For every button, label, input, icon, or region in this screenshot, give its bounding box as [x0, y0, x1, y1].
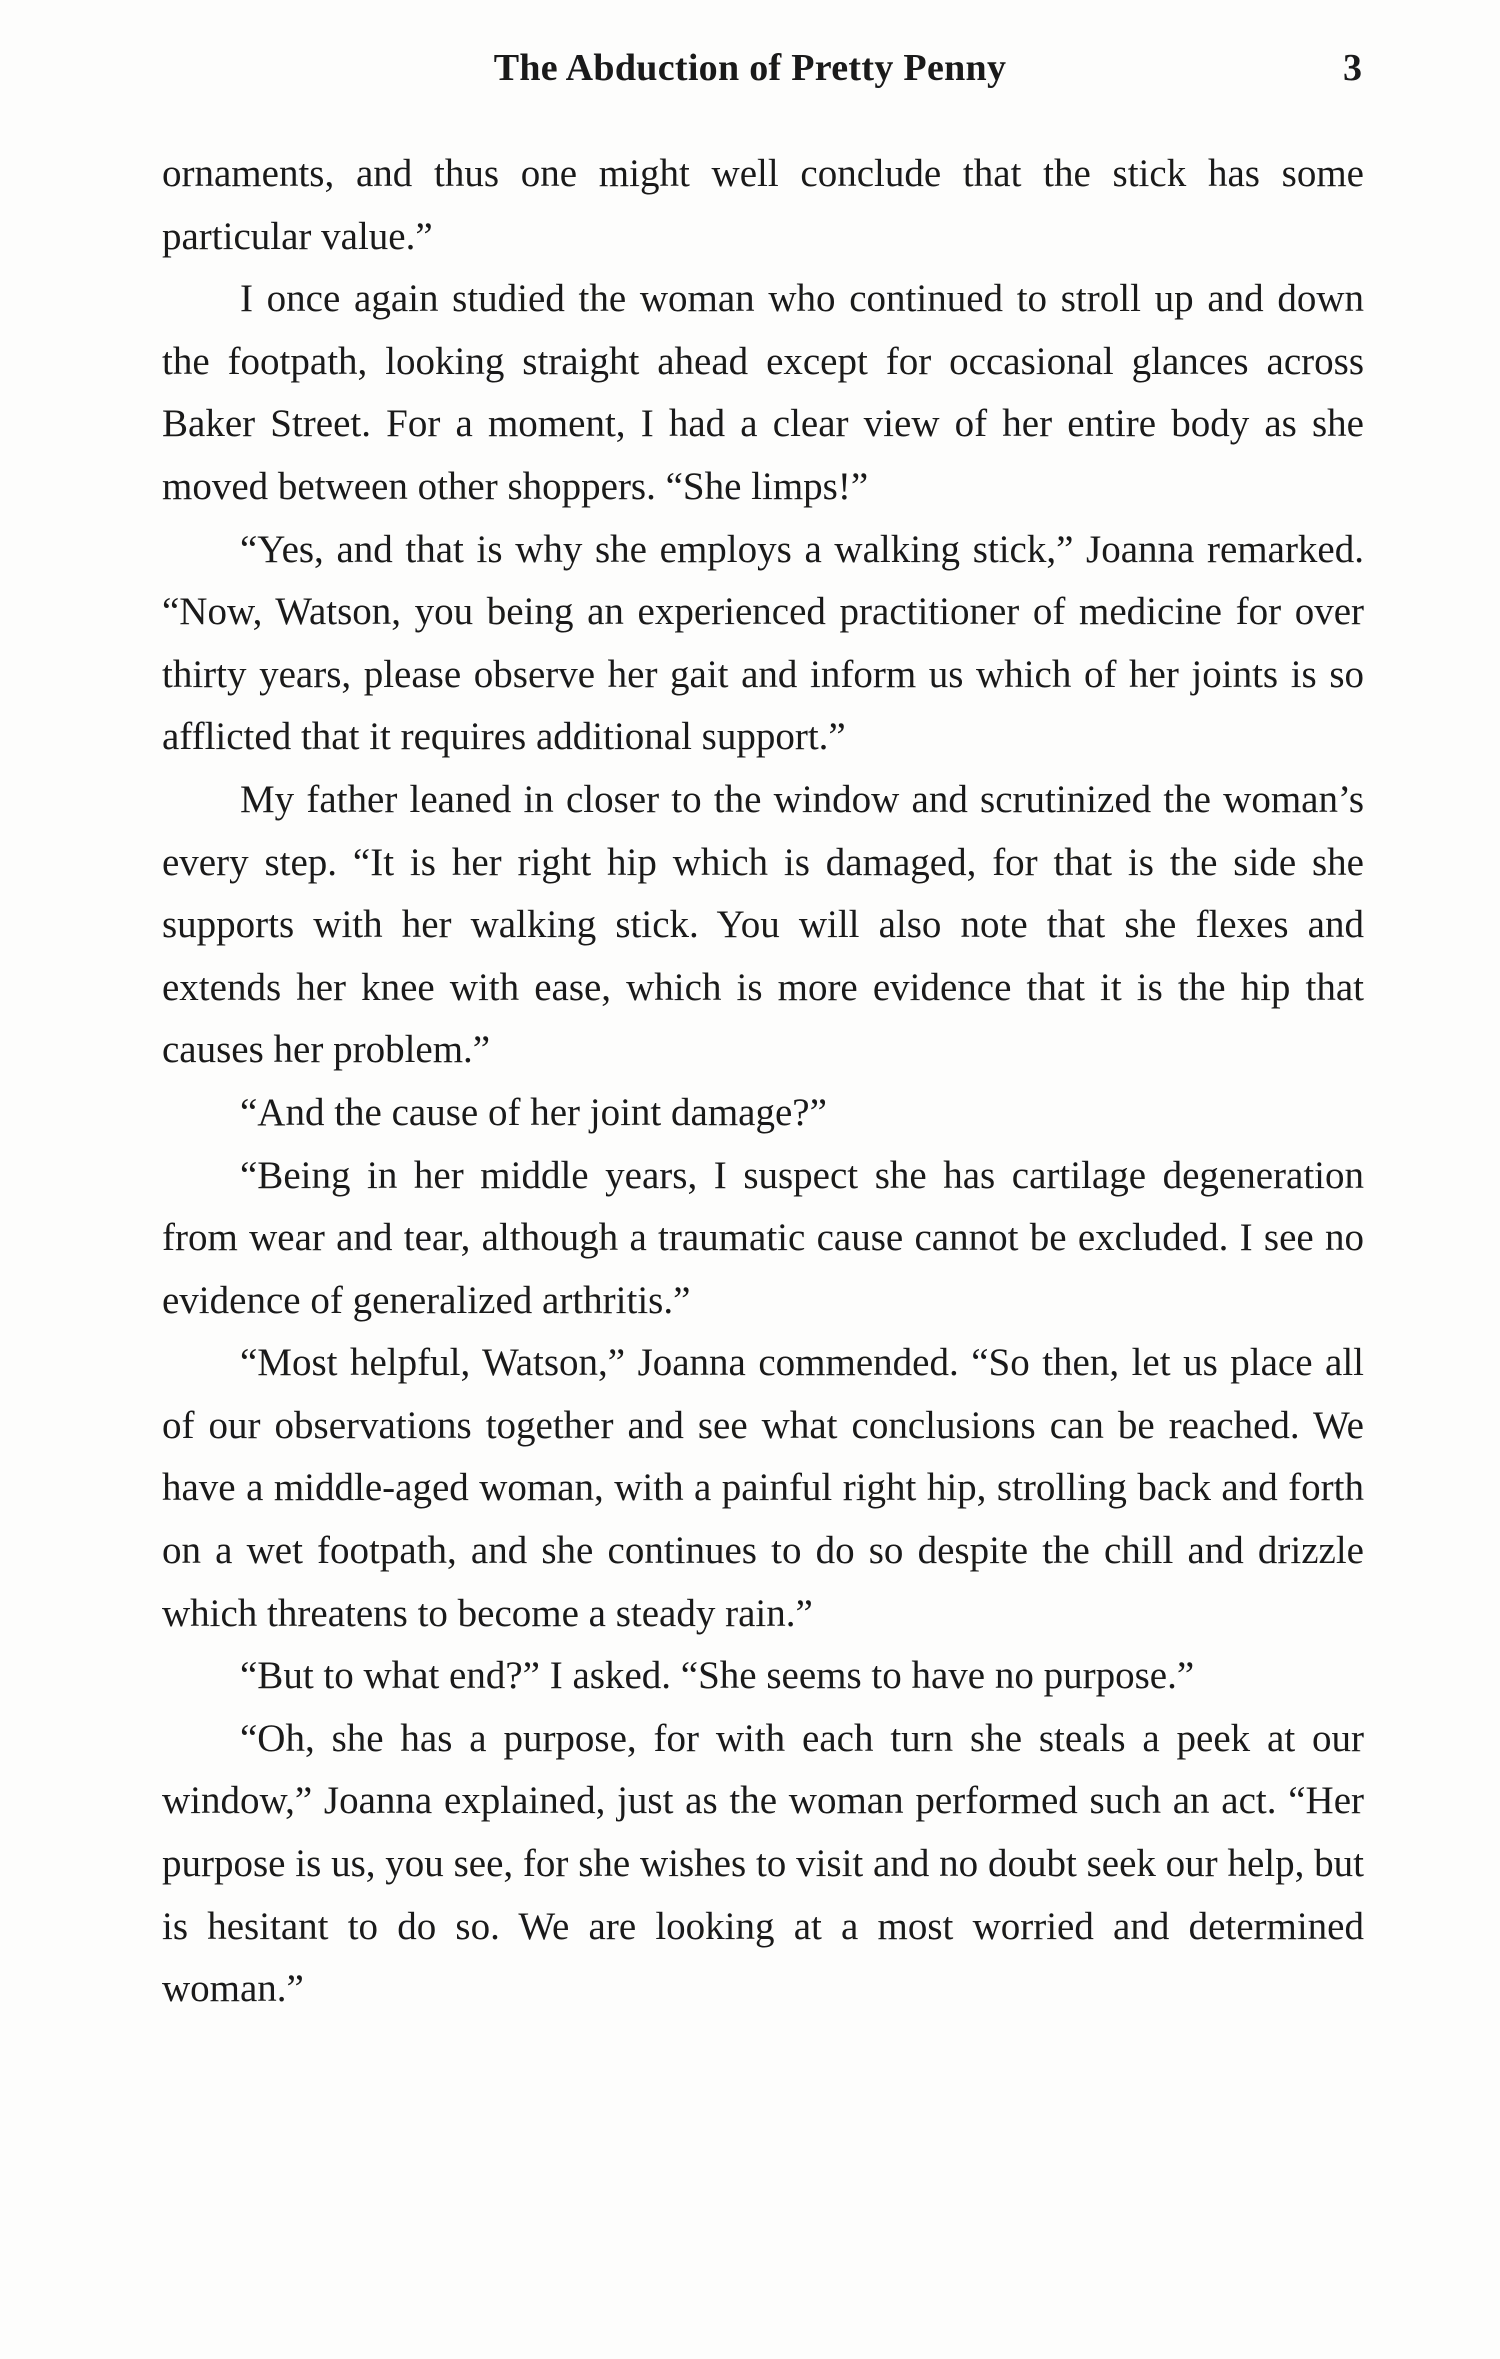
page-number: 3 — [1343, 47, 1362, 89]
paragraph-6: “Being in her middle years, I suspect she has cartilage degeneration from wear and tear, although a traumatic cause cannot be excluded. I see no evidence of generalized arthritis.” — [162, 1153, 1364, 1322]
paragraph-9: “Oh, she has a purpose, for with each turn she steals a peek at our window,” Joanna explained, just as the woman performed such an act. “Her purpose is us, you see, for she wishes to visit and no doubt seek our help, but is hesitant to do so. We are looking at a most worried and determined woman.” — [162, 1716, 1364, 2011]
running-title: The Abduction of Pretty Penny — [493, 47, 1007, 89]
paragraph-8: “But to what end?” I asked. “She seems to have no purpose.” — [240, 1654, 1195, 1698]
paragraph-2: I once again studied the woman who continued to stroll up and down the footpath, looking straight ahead except for occasional glances across Baker Street. For a moment, I had a clear view of her entire body as she moved between other shoppers. “She limps!” — [162, 277, 1364, 508]
paragraph-3: “Yes, and that is why she employs a walking stick,” Joanna remarked. “Now, Watson, you being an experienced practitioner of medicine for over thirty years, please observe her gait and inform us which of her joints is so afflicted that it requires additional support.” — [162, 527, 1364, 759]
paragraph-1: ornaments, and thus one might well conclude that the stick has some particular value.” — [162, 152, 1364, 258]
paragraph-4: My father leaned in closer to the window and scrutinized the woman’s every step. “It is her right hip which is damaged, for that is the side she supports with her walking stick. You will also note that she flexes and extends her knee with ease, which is more evidence that it is the hip that causes her problem.” — [162, 777, 1364, 1072]
paragraph-7: “Most helpful, Watson,” Joanna commended. “So then, let us place all of our observations together and see what conclusions can be reached. We have a middle-aged woman, with a painful right hip, strolling back and forth on a wet footpath, and she continues to do so despite the chill and drizzle which threatens to become a steady rain.” — [162, 1341, 1364, 1635]
paragraph-5: “And the cause of her joint damage?” — [240, 1090, 827, 1134]
body-text — [162, 143, 1364, 2021]
running-header — [0, 38, 1500, 98]
